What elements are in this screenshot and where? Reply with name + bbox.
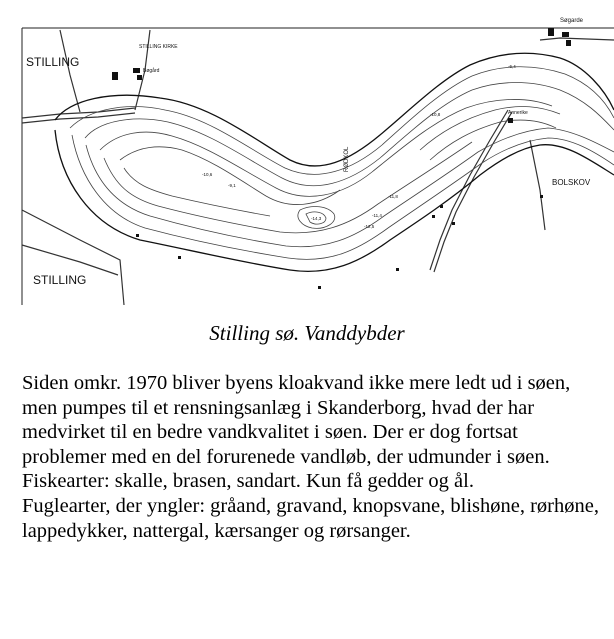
lake-depth-map <box>0 0 614 318</box>
place-label-stilling-kirke: STILLING KIRKE <box>139 44 178 50</box>
place-label-bogard: Bøgård <box>143 68 160 74</box>
shoreline <box>55 53 614 271</box>
depth-label: -9,1 <box>228 183 236 188</box>
buildings <box>112 28 571 289</box>
depth-label: -11,4 <box>372 213 382 218</box>
depth-label: -10,6 <box>202 172 213 177</box>
place-label-stilling-bottom: STILLING <box>33 273 87 287</box>
paragraph-bird-species: Fuglearter, der yngler: gråand, gravand, knopsvane, blishøne, rørhøne, lappedykker, nattergal, kærsanger og rørsanger. <box>22 494 599 542</box>
place-label-sogarde: Søgarde <box>560 18 584 24</box>
depth-label: -6,4 <box>508 64 516 69</box>
map-caption: Stilling sø. Vanddybder <box>209 321 405 345</box>
depth-label: -12,5 <box>364 224 375 229</box>
depth-label: -11,8 <box>388 194 398 199</box>
depth-label: -14,3 <box>311 216 322 221</box>
place-label-stilling-top: STILLING <box>26 55 80 69</box>
roads <box>22 30 614 305</box>
place-label-rodkol: RØDKOL <box>344 146 350 172</box>
depth-labels <box>202 64 516 229</box>
place-label-bolskov: BOLSKOV <box>552 178 591 187</box>
depth-label: -10,8 <box>430 112 441 117</box>
depth-contours <box>70 67 614 260</box>
paragraph-fish-species: Fiskearter: skalle, brasen, sandart. Kun få gedder og ål. <box>22 470 474 493</box>
body-text <box>22 371 607 543</box>
place-label-annerike: Annerike <box>508 110 528 116</box>
paragraph-sewage: Siden omkr. 1970 bliver byens kloakvand ikke mere ledt ud i søen, men pumpes til et rensningsanlæg i Skanderborg, hvad der har medvirket til en bedre vandkvalitet i søen. Der er dog fortsat problemer med en del forurenede vandløb, der udmunder i søen. <box>22 372 571 468</box>
